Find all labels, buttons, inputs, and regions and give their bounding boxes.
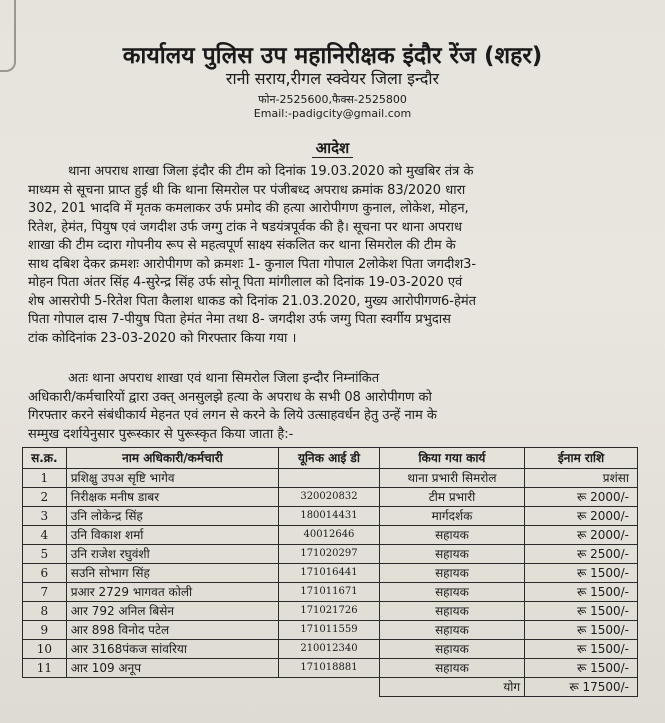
row-name: प्रआर 2729 भागवत कोली	[66, 583, 278, 602]
header-name: नाम अधिकारी/कर्मचारी	[66, 448, 278, 469]
row-name: आर 898 विनोद पटेल	[66, 621, 278, 640]
row-name: आर 792 अनिल बिसेन	[66, 602, 278, 621]
row-name: आर 3168पंकज सांवरिया	[66, 640, 278, 659]
row-work: थाना प्रभारी सिमरोल	[379, 469, 524, 488]
table-row	[23, 621, 638, 640]
row-reward: रू 2000/-	[525, 526, 638, 545]
row-work: सहायक	[379, 564, 524, 583]
row-reward: रू 2000/-	[525, 507, 638, 526]
row-name: निरीक्षक मनीष डाबर	[66, 488, 278, 507]
row-work: सहायक	[379, 621, 524, 640]
paragraph-line: सम्मुख दर्शायेनुसार पुरूस्कार से पुरूस्कृत किया जाता है:-	[28, 426, 294, 442]
total-label: योग	[379, 678, 524, 697]
row-serial: 4	[23, 526, 67, 545]
office-email: Email:-padigcity@gmail.com	[253, 107, 412, 120]
table-row	[23, 640, 638, 659]
paragraph-line: थाना अपराध शाखा जिला इंदौर की टीम को दिनांक 19.03.2020 को मुखबिर तंत्र के	[68, 164, 474, 179]
order-heading	[0, 138, 665, 158]
table-row	[23, 545, 638, 564]
row-unique-id: 180014431	[279, 507, 380, 526]
table-total-row	[23, 678, 638, 697]
row-name: उनि विकाश शर्मा	[66, 526, 278, 545]
order-heading-text: आदेश	[312, 139, 354, 158]
row-serial: 7	[23, 583, 67, 602]
row-reward: रू 1500/-	[525, 564, 638, 583]
row-reward: रू 1500/-	[525, 583, 638, 602]
table-row	[23, 488, 638, 507]
total-amount: रू 17500/-	[525, 678, 638, 697]
row-serial: 1	[23, 469, 67, 488]
row-name: प्रशिक्षु उपअ सृष्टि भागेव	[66, 469, 278, 488]
table-row	[23, 602, 638, 621]
row-serial: 2	[23, 488, 67, 507]
paragraph-line: साथ दबिश देकर क्रमशः आरोपीगण को क्रमशः 1- कुनाल पिता गोपाल 2लोकेश पिता जगदीश3-	[28, 256, 477, 272]
row-work: टीम प्रभारी	[379, 488, 524, 507]
reward-table	[22, 447, 638, 697]
paragraph-line: टांक कोदिनांक 23-03-2020 को गिरफ्तार किया गया ।	[28, 330, 297, 346]
office-phone: फोन-2525600,फैक्स-2525800	[258, 93, 407, 106]
header-unique-id: यूनिक आई डी	[279, 448, 380, 469]
row-unique-id: 171011559	[279, 621, 380, 640]
paragraph-line: पिता गोपाल दास 7-पीयुष पिता हेमंत नेमा तथा 8- जगदीश उर्फ जग्गु पिता स्वर्गीय प्रभुदास	[28, 312, 451, 327]
row-unique-id: 171016441	[279, 564, 380, 583]
row-serial: 8	[23, 602, 67, 621]
paragraph-line: रितेश, हेमंत, पियुष एवं जगदीश उर्फ जग्गु टांक ने षडयंत्रपूर्वक की है। सूचना पर थाना अपराध	[28, 219, 462, 235]
row-work: मार्गदर्शक	[379, 507, 524, 526]
row-reward: रू 2000/-	[525, 488, 638, 507]
row-serial: 3	[23, 507, 67, 526]
table-header-row	[23, 448, 638, 469]
row-work: सहायक	[379, 602, 524, 621]
row-unique-id: 171011671	[279, 583, 380, 602]
row-serial: 10	[23, 640, 67, 659]
table-body	[23, 469, 638, 697]
row-serial: 6	[23, 564, 67, 583]
header-reward: ईनाम राशि	[525, 448, 638, 469]
paragraph-line: मोहन पिता अंतर सिंह 4-सुरेन्द्र सिंह उर्फ सोनू पिता मांगीलाल को दिनांक 19-03-2020 एवं	[28, 275, 463, 290]
row-reward: रू 1500/-	[525, 640, 638, 659]
row-unique-id	[279, 469, 380, 488]
row-unique-id: 40012646	[279, 526, 380, 545]
paragraph-line: अधिकारी/कर्मचारियों द्वारा उक्त् अनसुलझे हत्या के अपराध के सभी 08 आरोपीगण को	[28, 389, 432, 405]
row-serial: 5	[23, 545, 67, 564]
table-row	[23, 659, 638, 678]
table-row	[23, 469, 638, 488]
row-reward: रू 2500/-	[525, 545, 638, 564]
paragraph-line: माध्यम से सूचना प्राप्त हुई थी कि थाना सिमरोल पर पंजीबध्द अपराध क्रमांक 83/2020 धारा	[28, 182, 466, 198]
row-reward: रू 1500/-	[525, 602, 638, 621]
paragraph-line: अतः थाना अपराध शाखा एवं थाना सिमरोल जिला इन्दौर निम्नांकित	[68, 371, 380, 386]
row-unique-id: 171021726	[279, 602, 380, 621]
row-name: उनि लोकेन्द्र सिंह	[66, 507, 278, 526]
row-unique-id: 210012340	[279, 640, 380, 659]
paragraph-line: शेष आसरोपी 5-रितेश पिता कैलाश धाकड को दिनांक 21.03.2020, मुख्य आरोपीगण6-हेमंत	[28, 293, 477, 309]
row-unique-id: 171018881	[279, 659, 380, 678]
row-work: सहायक	[379, 526, 524, 545]
row-reward: रू 1500/-	[525, 659, 638, 678]
table-row	[23, 526, 638, 545]
order-paragraph-1	[28, 163, 640, 348]
total-spacer	[23, 678, 380, 697]
row-reward: प्रशंसा	[525, 469, 638, 488]
office-title: कार्यालय पुलिस उप महानिरीक्षक इंदौर रेंज (शहर)	[122, 43, 543, 69]
paragraph-line: 302, 201 भादवि में मृतक कमलाकर उर्फ प्रमोद की हत्या आरोपीगण कुनाल, लोकेश, मोहन,	[28, 201, 469, 216]
row-unique-id: 320020832	[279, 488, 380, 507]
row-name: सउनि सोभाग सिंह	[66, 564, 278, 583]
header-work: किया गया कार्य	[379, 448, 524, 469]
row-work: सहायक	[379, 640, 524, 659]
row-work: सहायक	[379, 583, 524, 602]
paragraph-line: गिरफ्तार करने संबंधीकार्य मेहनत एवं लगन से करने के लिये उत्साहवर्धन हेतु उन्हें नाम के	[28, 408, 437, 423]
order-paragraph-2	[28, 370, 640, 444]
table-row	[23, 564, 638, 583]
row-serial: 11	[23, 659, 67, 678]
office-address: रानी सराय,रीगल स्क्वेयर जिला इन्दौर	[225, 69, 440, 88]
row-work: सहायक	[379, 545, 524, 564]
row-name: आर 109 अनूप	[66, 659, 278, 678]
row-name: उनि राजेश रघुवंशी	[66, 545, 278, 564]
paragraph-line: शाखा की टीम व्दारा गोपनीय रूप से महत्वपूर्ण साक्ष्य संकलित कर थाना सिमरोल की टीम के	[28, 238, 456, 253]
header-serial: स.क्र.	[23, 448, 67, 469]
row-serial: 9	[23, 621, 67, 640]
row-unique-id: 171020297	[279, 545, 380, 564]
table-row	[23, 507, 638, 526]
row-work: सहायक	[379, 659, 524, 678]
table-row	[23, 583, 638, 602]
row-reward: रू 1500/-	[525, 621, 638, 640]
